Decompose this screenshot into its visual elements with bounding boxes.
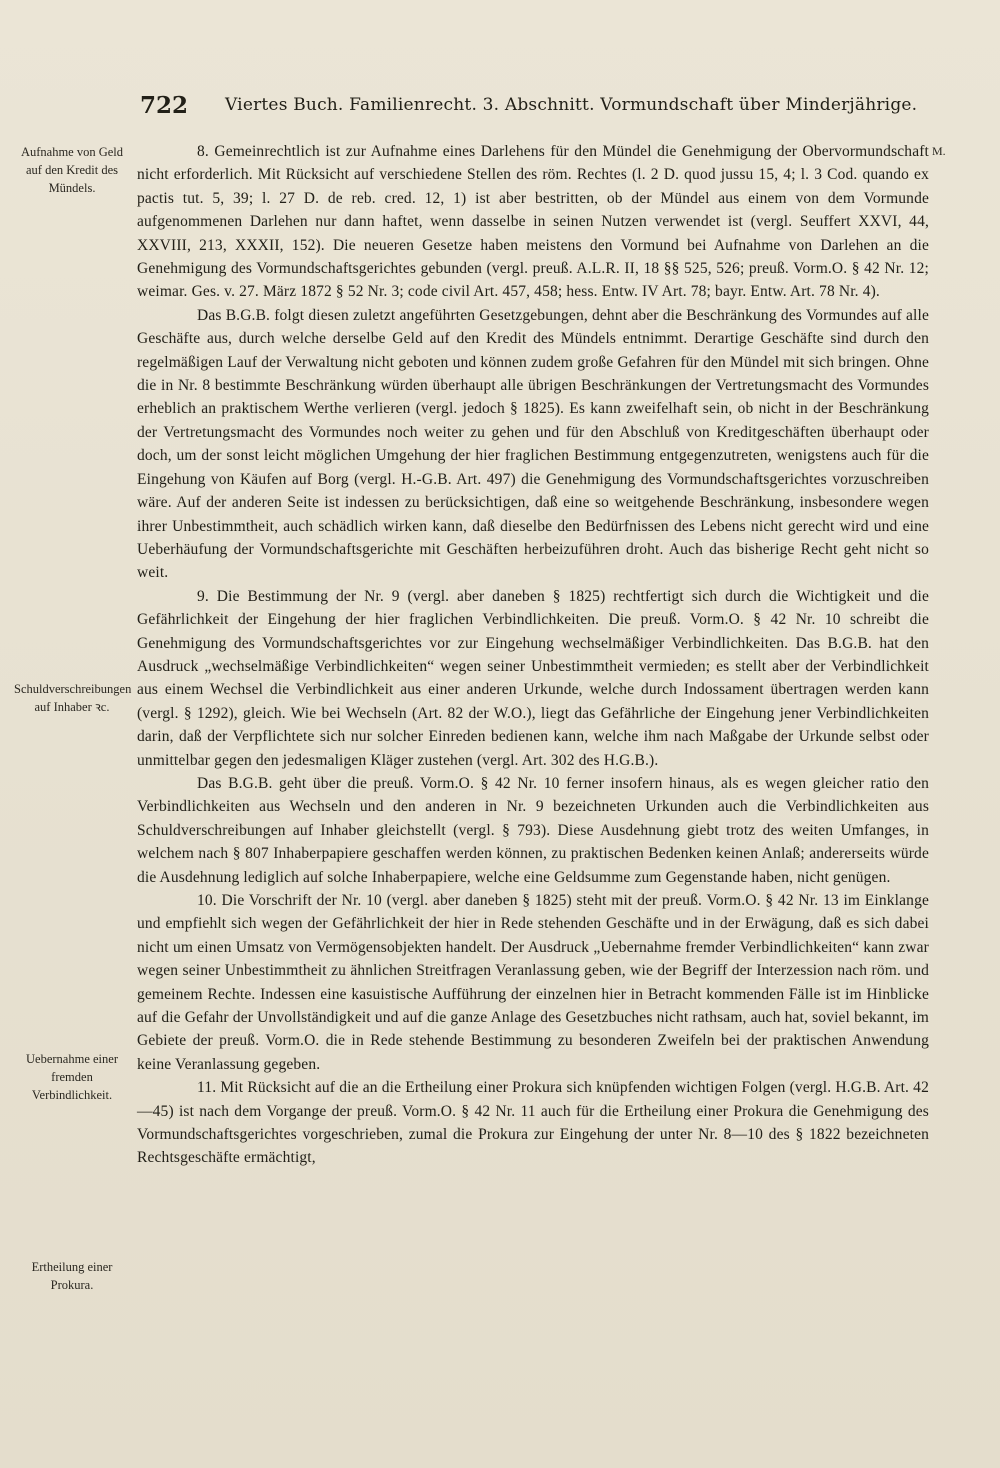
body-text bbox=[137, 140, 929, 1170]
margin-note-schuldverschreibungen: Schuldverschreibungen auf Inhaber ꝛc. bbox=[14, 682, 132, 714]
corner-mark: M. bbox=[932, 144, 946, 158]
paragraph: Das B.G.B. geht über die preuß. Vorm.O. § 42 Nr. 10 ferner insofern hinaus, als es wegen gleicher ratio den Verbindlichkeiten aus Wechseln und den anderen in Nr. 9 bezeichneten Urkunden auch die Verbindlichkeiten aus Schuldverschreibungen auf Inhaber gleichstellt (vergl. § 793). Diese Ausdehnung giebt trotz des weiten Umfanges, in welchem nach § 807 Inhaberpapiere geschaffen werden können, zu praktischen Bedenken keinen Anlaß; andererseits würde die Ausdehnung lediglich auf solche Inhaberpapiere, welche eine Geldsumme zum Gegenstande haben, nicht genügen. bbox=[137, 774, 929, 886]
page-header bbox=[140, 92, 940, 122]
paragraph: 11. Mit Rücksicht auf die an die Ertheilung einer Prokura sich knüpfenden wichtigen Folgen (vergl. H.G.B. Art. 42—45) ist nach dem Vorgange der preuß. Vorm.O. § 42 Nr. 11 auch für die Ertheilung einer Prokura die Genehmigung des Vormundschaftsgerichtes vorgeschrieben, zumal die Prokura zur Eingehung der unter Nr. 8—10 des § 1822 bezeichneten Rechtsgeschäfte ermächtigt, bbox=[137, 1079, 929, 1167]
paragraph: 10. Die Vorschrift der Nr. 10 (vergl. aber daneben § 1825) steht mit der preuß. Vorm.O. § 42 Nr. 13 im Einklange und empfiehlt sich wegen der Gefährlichkeit der hier in Rede stehenden Geschäfte und in der Erwägung, daß es sich dabei nicht um einen Umsatz von Vermögensobjekten handelt. Der Ausdruck „Uebernahme fremder Verbindlichkeiten“ kann zwar wegen seiner Unbestimmtheit zu ähnlichen Streitfragen Veranlassung geben, wie der Begriff der Interzession nach röm. und gemeinem Rechte. Indessen eine kasuistische Aufführung der einzelnen hier in Betracht kommenden Fälle ist im Hinblicke auf die Gefahr der Unvollständigkeit und auf die ganze Anlage des Gesetzbuches nicht rathsam, auch hat, soviel bekannt, im Gebiete der preuß. Vorm.O. die in Rede stehende Bestimmung zu besonderen Zweifeln bei der praktischen Anwendung keine Veranlassung gegeben. bbox=[137, 892, 929, 1073]
running-head: Viertes Buch. Familienrecht. 3. Abschnitt. Vormundschaft über Minderjährige. bbox=[225, 95, 918, 115]
margin-note-prokura: Ertheilung einer Prokura. bbox=[31, 1260, 113, 1292]
paragraph: 8. Gemeinrechtlich ist zur Aufnahme eines Darlehens für den Mündel die Genehmigung der Obervormundschaft nicht erforderlich. Mit Rücksicht auf verschiedene Stellen des röm. Rechtes (l. 2 D. quod jussu 15, 4; l. 3 Cod. quando ex pactis tut. 5, 39; l. 27 D. de reb. cred. 12, 1) ist aber bestritten, ob der Mündel aus einem von dem Vormunde aufgenommenen Darlehen nur dann haftet, wenn dasselbe in seinen Nutzen verwendet ist (vergl. Seuffert XXVI, 44, XXVIII, 213, XXXII, 152). Die neueren Gesetze haben meistens den Vormund bei Aufnahme von Darlehen an die Genehmigung des Vormundschaftsgerichtes gebunden (vergl. preuß. A.L.R. II, 18 §§ 525, 526; preuß. Vorm.O. § 42 Nr. 12; weimar. Ges. v. 27. März 1872 § 52 Nr. 3; code civil Art. 457, 458; hess. Entw. IV Art. 78; bayr. Entw. Art. 78 Nr. 4). bbox=[137, 143, 929, 301]
page-number: 722 bbox=[140, 92, 189, 119]
paragraph: Das B.G.B. folgt diesen zuletzt angeführten Gesetzgebungen, dehnt aber die Beschränkung des Vormundes auf alle Geschäfte aus, durch welche derselbe Geld auf den Kredit des Mündels entnimmt. Derartige Geschäfte sind durch den regelmäßigen Lauf der Verwaltung nicht geboten und können zudem große Gefahren für den Mündel mit sich bringen. Ohne die in Nr. 8 bestimmte Beschränkung würden überhaupt alle übrigen Beschränkungen der Vertretungsmacht des Vormundes erheblich an praktischem Werthe verlieren (vergl. jedoch § 1825). Es kann zweifelhaft sein, ob nicht in der Beschränkung der Vertretungsmacht des Vormundes noch weiter zu gehen und für den Abschluß von Kreditgeschäften überhaupt oder doch, um der sonst leicht möglichen Umgehung der hier fraglichen Bestimmung entgegenzutreten, wenigstens auch für die Eingehung von Käufen auf Borg (vergl. H.-G.B. Art. 497) die Genehmigung des Vormundschaftsgerichtes vorzuschreiben wäre. Auf der anderen Seite ist indessen zu berücksichtigen, daß eine so weitgehende Beschränkung, insbesondere wegen ihrer Unbestimmtheit, auch schädlich wirken kann, daß dieselbe den Bedürfnissen des Lebens nicht gerecht wird und eine Ueberhäufung der Vormundschaftsgerichte mit Geschäften herbeizuführen droht. Auch das bisherige Recht geht nicht so weit. bbox=[137, 306, 929, 582]
margin-note-aufnahme: Aufnahme von Geld auf den Kredit des Mündels. bbox=[20, 145, 124, 195]
margin-note-uebernahme: Uebernahme einer fremden Verbindlichkeit. bbox=[26, 1052, 118, 1102]
paragraph: 9. Die Bestimmung der Nr. 9 (vergl. aber daneben § 1825) rechtfertigt sich durch die Wichtigkeit und die Gefährlichkeit der Eingehung der hier fraglichen Verbindlichkeiten. Die preuß. Vorm.O. § 42 Nr. 10 schreibt die Genehmigung des Vormundschaftsgerichtes vor zur Eingehung wechselmäßiger Verbindlichkeiten. Das B.G.B. hat den Ausdruck „wechselmäßige Verbindlichkeiten“ wegen seiner Unbestimmtheit vermieden; es stellt aber der Verbindlichkeit aus einem Wechsel die Verbindlichkeit aus einer anderen Urkunde, welche durch Indossament übertragen werden kann (vergl. § 1292), gleich. Wie bei Wechseln (Art. 82 der W.O.), liegt das Gefährliche der Eingehung jener Verbindlichkeiten darin, daß der Verpflichtete sich nur solcher Einreden bedienen kann, welche ihm nach Maßgabe der Urkunde selbst oder unmittelbar gegen den jedesmaligen Kläger zustehen (vergl. Art. 302 des H.G.B.). bbox=[137, 587, 929, 769]
